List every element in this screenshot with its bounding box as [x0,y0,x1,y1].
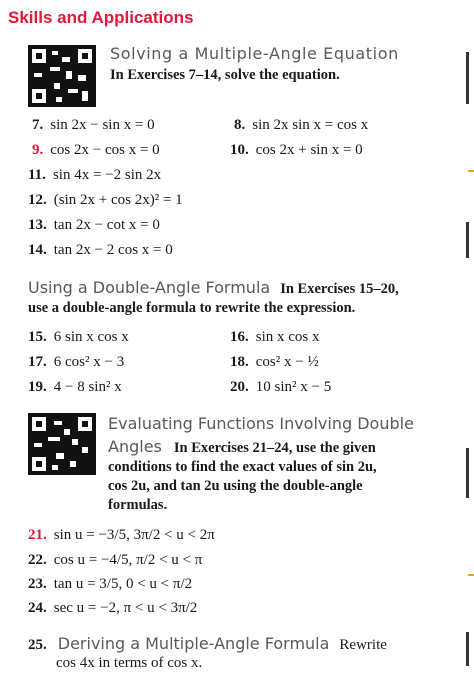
margin-bracket [466,222,469,258]
exercise-text: sin u = −3/5, 3π/2 < u < 2π [53,527,215,543]
exercise-number: 20. [230,379,249,395]
block3-instruction-line4: formulas. [108,497,168,513]
exercise-20 [230,379,331,396]
exercise-13 [28,217,160,234]
exercise-text: tan 2x − 2 cos x = 0 [53,242,173,258]
exercise-text: sin 4x = −2 sin 2x [52,167,162,183]
exercise-12 [28,192,183,209]
margin-bracket [466,448,469,498]
exercise-number: 14. [28,242,47,258]
exercise-10 [230,142,363,159]
exercise-number: 15. [28,329,47,345]
exercise-number: 12. [28,192,47,208]
exercise-11 [28,167,161,184]
exercise-23 [28,576,192,593]
exercise-text: sin 2x sin x = cos x [252,117,369,133]
block2-instruction-line1: In Exercises 15–20, [280,281,399,297]
exercise-number: 10. [230,142,249,158]
exercise-text: 10 sin² x − 5 [255,379,332,395]
exercise-number: 19. [28,379,47,395]
exercise-number: 11. [28,167,46,183]
exercise-number: 8. [234,117,246,133]
block3-instruction-line1: In Exercises 21–24, use the given [173,440,376,456]
exercise-text: tan u = 3/5, 0 < u < π/2 [53,576,193,592]
exercise-number: 13. [28,217,47,233]
exercise-15 [28,329,129,346]
exercise-9 [32,142,160,159]
qr-code-icon [28,413,96,475]
margin-bracket [466,52,469,104]
exercise-text: cos² x − ½ [255,354,319,370]
block3-line2 [108,437,376,458]
margin-marker [468,574,474,576]
exercise-number: 23. [28,576,47,592]
exercise-text: (sin 2x + cos 2x)² = 1 [53,192,183,208]
exercise-number: 21. [28,527,47,543]
exercise-number: 25. [28,637,47,653]
section-title: Skills and Applications [8,8,194,27]
exercise-7 [32,117,155,134]
exercise-18 [230,354,319,371]
exercise-text: cos 2x + sin x = 0 [255,142,363,158]
exercise-text: cos u = −4/5, π/2 < u < π [53,552,203,568]
block4-heading: Deriving a Multiple-Angle Formula [57,634,330,653]
exercise-24 [28,600,197,617]
exercise-number: 18. [230,354,249,370]
exercise-number: 7. [32,117,44,133]
exercise-19 [28,379,122,396]
block3-heading-line2: Angles [108,437,162,456]
block1-instruction: In Exercises 7–14, solve the equation. [110,67,340,83]
block2-instruction-line2: use a double-angle formula to rewrite the expression. [28,300,356,316]
exercise-text: sin x cos x [255,329,320,345]
exercise-number: 9. [32,142,44,158]
exercise-number: 17. [28,354,47,370]
block4-text-line2: cos 4x in terms of cos x. [56,655,203,671]
exercise-8 [234,117,368,134]
exercise-16 [230,329,320,346]
exercise-25 [28,634,387,654]
block2-header-line [28,278,399,299]
block4-text-inline: Rewrite [339,637,387,653]
block3-instruction-line3: cos 2u, and tan 2u using the double-angle [108,478,363,494]
exercise-text: sec u = −2, π < u < 3π/2 [53,600,198,616]
exercise-21 [28,527,215,544]
exercise-text: tan 2x − cot x = 0 [53,217,160,233]
qr-code-icon [28,45,96,107]
exercise-text: 4 − 8 sin² x [53,379,122,395]
exercise-17 [28,354,124,371]
exercise-number: 22. [28,552,47,568]
exercise-number: 16. [230,329,249,345]
block2-heading: Using a Double-Angle Formula [28,278,271,297]
block3-heading-line1: Evaluating Functions Involving Double [108,414,414,433]
block1-heading: Solving a Multiple-Angle Equation [110,44,399,63]
exercise-text: cos 2x − cos x = 0 [50,142,160,158]
exercise-text: 6 sin x cos x [53,329,129,345]
exercise-14 [28,242,173,259]
exercise-22 [28,552,202,569]
exercise-number: 24. [28,600,47,616]
margin-bracket [466,632,469,666]
block3-instruction-line2: conditions to find the exact values of sin 2u, [108,459,377,475]
exercise-text: 6 cos² x − 3 [53,354,125,370]
margin-marker [468,170,474,172]
exercise-text: sin 2x − sin x = 0 [50,117,155,133]
